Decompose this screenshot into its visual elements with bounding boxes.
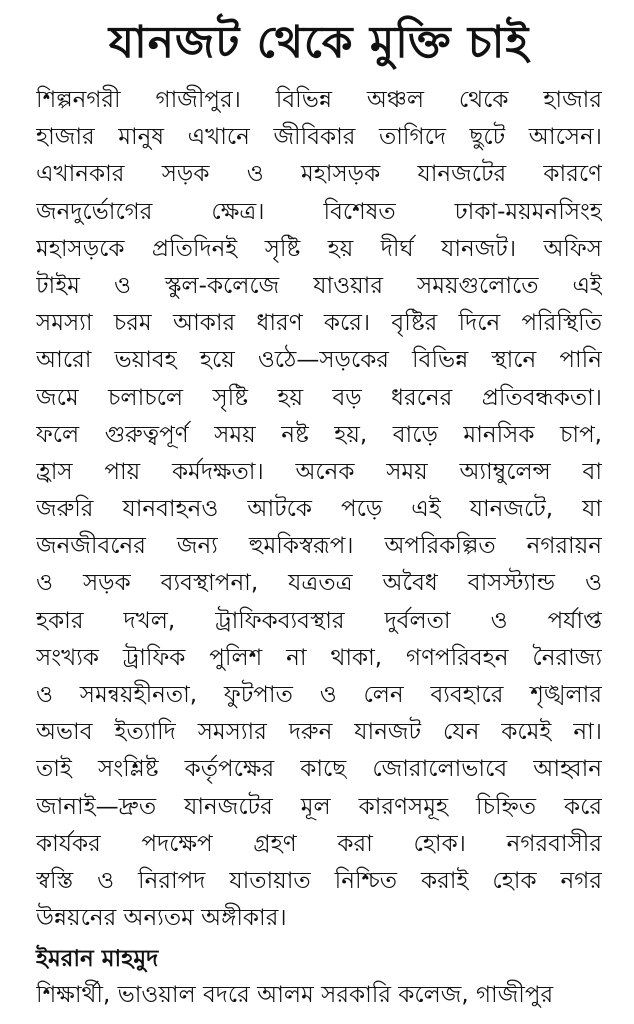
body-line: সংখ্যক ট্রাফিক পুলিশ না থাকা, গণপরিবহন নৈরাজ্য — [36, 644, 602, 671]
body-line: ও সড়ক ব্যবস্থাপনা, যত্রতত্র অবৈধ বাসস্ট্যান্ড ও — [36, 570, 602, 597]
body-line: এখানকার সড়ক ও মহাসড়ক যানজটের কারণে — [36, 161, 602, 188]
body-line: ও সমন্বয়হীনতা, ফুটপাত ও লেন ব্যবহারে শৃঙ্খলার — [36, 682, 602, 708]
body-line: জনজীবনের জন্য হুমকিস্বরূপ। অপরিকল্পিত নগরায়ন — [36, 533, 602, 560]
body-line: অভাব ইত্যাদি সমস্যার দরুন যানজট যেন কমেই না। — [36, 719, 602, 746]
headline: যানজট থেকে মুক্তি চাই — [108, 17, 530, 68]
body-line: জানাই—দ্রুত যানজটের মূল কারণসমূহ চিহ্নিত করে — [36, 793, 602, 820]
body-line: সমস্যা চরম আকার ধারণ করে। বৃষ্টির দিনে পরিস্থিতি — [36, 310, 602, 337]
body-line: কার্যকর পদক্ষেপ গ্রহণ করা হোক। নগরবাসীর — [36, 830, 602, 857]
author-affiliation: শিক্ষার্থী, ভাওয়াল বদরে আলম সরকারি কলেজ, গাজীপুর — [36, 982, 554, 1009]
body-line: তাই সংশ্লিষ্ট কর্তৃপক্ষের কাছে জোরালোভাবে আহ্বান — [36, 756, 602, 783]
body-line: জনদুর্ভোগের ক্ষেত্র। বিশেষত ঢাকা-ময়মনসিংহ — [36, 198, 602, 225]
body-line-last: উন্নয়নের অন্যতম অঙ্গীকার। — [36, 905, 287, 932]
body-line: স্বস্তি ও নিরাপদ যাতায়াত নিশ্চিত করাই হোক নগর — [36, 867, 602, 894]
body-line: মহাসড়কে প্রতিদিনই সৃষ্টি হয় দীর্ঘ যানজট। অফিস — [36, 235, 602, 262]
body-line: হাজার মানুষ এখানে জীবিকার তাগিদে ছুটে আসেন। — [36, 124, 602, 151]
body-line: টাইম ও স্কুল-কলেজে যাওয়ার সময়গুলোতে এই — [36, 272, 602, 299]
body-line: ফলে গুরুত্বপূর্ণ সময় নষ্ট হয়, বাড়ে মানসিক চাপ, — [36, 421, 602, 448]
body-line: আরো ভয়াবহ হয়ে ওঠে—সড়কের বিভিন্ন স্থানে পানি — [36, 347, 602, 374]
body-line: হকার দখল, ট্রাফিকব্যবস্থার দুর্বলতা ও পর্যাপ্ত — [36, 607, 602, 634]
author-name: ইমরান মাহমুদ — [36, 946, 159, 973]
body-line: শিল্পনগরী গাজীপুর। বিভিন্ন অঞ্চল থেকে হাজার — [36, 87, 602, 113]
body-line: হ্রাস পায় কর্মদক্ষতা। অনেক সময় অ্যাম্বুলেন্স বা — [36, 458, 602, 485]
article-body — [36, 82, 602, 937]
body-line: জমে চলাচলে সৃষ্টি হয় বড় ধরনের প্রতিবন্ধকতা। — [36, 384, 602, 411]
letter-article — [36, 10, 602, 1015]
body-line: জরুরি যানবাহনও আটকে পড়ে এই যানজটে, যা — [36, 496, 602, 523]
